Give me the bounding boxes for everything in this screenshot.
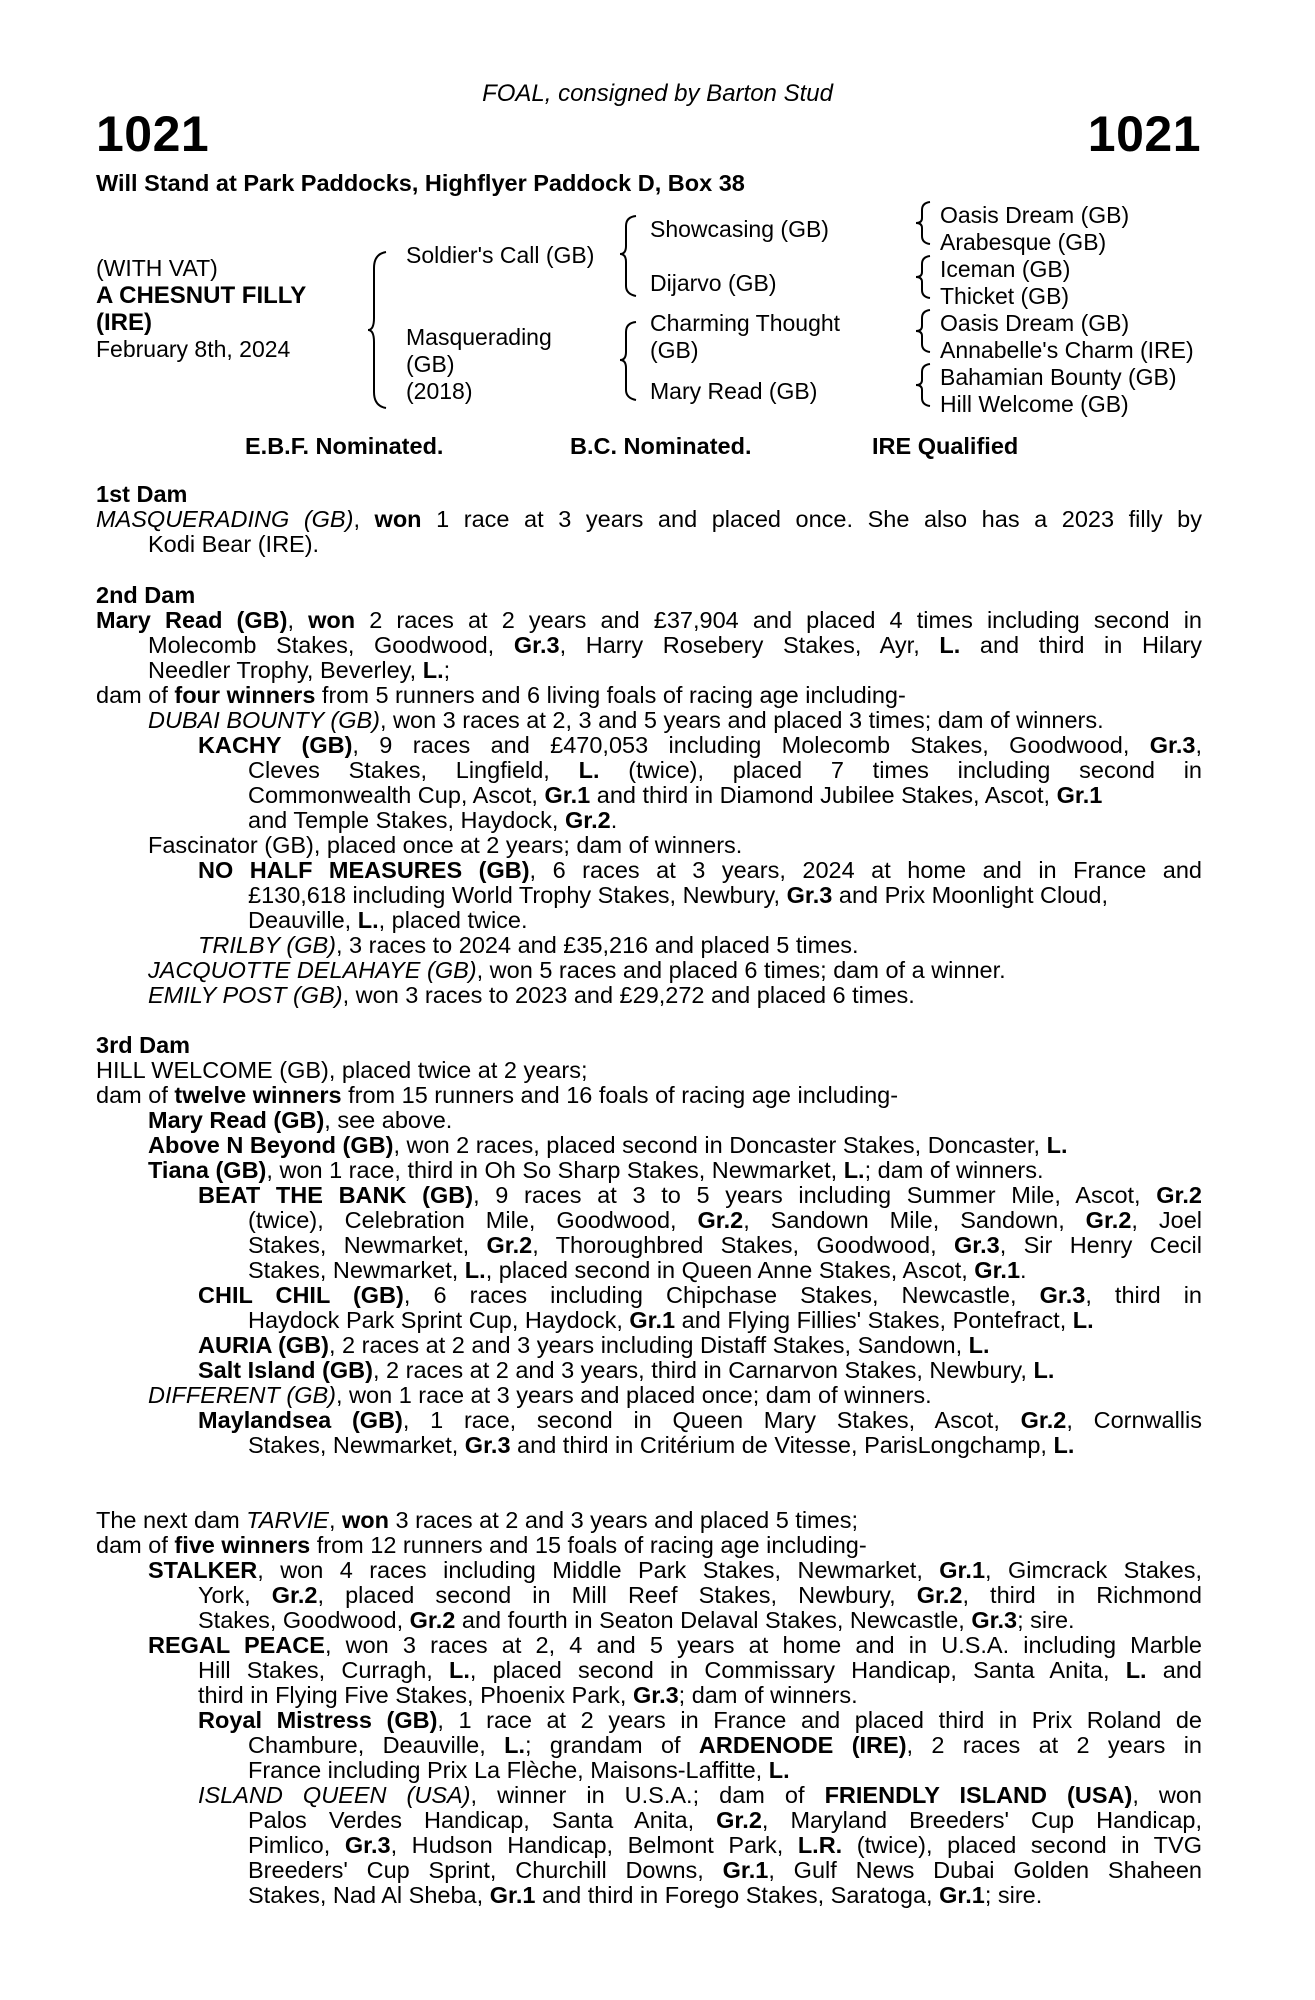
produce-entry: Salt Island (GB), 2 races at 2 and 3 years, third in Carnarvon Stakes, Newbury, L. bbox=[198, 1357, 1055, 1383]
produce-entry: Hill Stakes, Curragh, L., placed second in Commissary Handicap, Santa Anita, L. and bbox=[198, 1657, 1202, 1683]
produce-entry: ISLAND QUEEN (USA), winner in U.S.A.; dam of FRIENDLY ISLAND (USA), won bbox=[198, 1782, 1202, 1808]
produce-entry: Tiana (GB), won 1 race, third in Oh So Sharp Stakes, Newmarket, L.; dam of winners. bbox=[148, 1157, 1044, 1183]
produce-entry: DUBAI BOUNTY (GB), won 3 races at 2, 3 and 5 years and placed 3 times; dam of winners. bbox=[148, 707, 1104, 733]
pedigree-brace-5 bbox=[916, 254, 932, 300]
pedigree-gen4-3: Iceman (GB) bbox=[940, 256, 1071, 282]
produce-entry: Mary Read (GB), see above. bbox=[148, 1107, 453, 1133]
lot-number-left: 1021 bbox=[96, 106, 210, 162]
produce-entry: (twice), Celebration Mile, Goodwood, Gr.2, Sandown Mile, Sandown, Gr.2, Joel bbox=[248, 1207, 1202, 1233]
pedigree-gen3-3: Charming Thought bbox=[650, 310, 841, 336]
second-dam-text: Molecomb Stakes, Goodwood, Gr.3, Harry Rosebery Stakes, Ayr, L. and third in Hilary bbox=[148, 632, 1203, 658]
produce-entry: Fascinator (GB), placed once at 2 years; dam of winners. bbox=[148, 832, 743, 858]
produce-entry: France including Prix La Flèche, Maisons-Laffitte, L. bbox=[248, 1757, 790, 1783]
pedigree-dam-line2: (GB) bbox=[406, 351, 455, 377]
produce-entry: TRILBY (GB), 3 races to 2024 and £35,216 and placed 5 times. bbox=[198, 932, 859, 958]
produce-entry: Pimlico, Gr.3, Hudson Handicap, Belmont Park, L.R. (twice), placed second in TVG bbox=[248, 1832, 1202, 1858]
pedigree-gen3-2: Dijarvo (GB) bbox=[650, 270, 777, 296]
pedigree-brace-4 bbox=[916, 200, 932, 246]
pedigree-dam-line1: Masquerading bbox=[406, 324, 552, 350]
pedigree-gen4-1: Oasis Dream (GB) bbox=[940, 202, 1130, 228]
produce-entry: EMILY POST (GB), won 3 races to 2023 and £29,272 and placed 6 times. bbox=[148, 982, 915, 1008]
produce-entry: Commonwealth Cup, Ascot, Gr.1 and third in Diamond Jubilee Stakes, Ascot, Gr.1 bbox=[248, 782, 1103, 808]
pedigree-gen4-4: Thicket (GB) bbox=[940, 283, 1070, 309]
horse-name-line1: A CHESNUT FILLY bbox=[96, 282, 307, 309]
pedigree-gen4-6: Annabelle's Charm (IRE) bbox=[940, 337, 1194, 363]
pedigree-sire: Soldier's Call (GB) bbox=[406, 242, 595, 268]
second-dam-text: Mary Read (GB), won 2 races at 2 years and £37,904 and placed 4 times including second in bbox=[96, 607, 1202, 633]
produce-entry: REGAL PEACE, won 3 races at 2, 4 and 5 years at home and in U.S.A. including Marble bbox=[148, 1632, 1202, 1658]
produce-entry: Stakes, Goodwood, Gr.2 and fourth in Seaton Delaval Stakes, Newcastle, Gr.3; sire. bbox=[198, 1607, 1075, 1633]
produce-entry: Chambure, Deauville, L.; grandam of ARDENODE (IRE), 2 races at 2 years in bbox=[248, 1732, 1202, 1758]
first-dam-text: Kodi Bear (IRE). bbox=[148, 531, 320, 557]
pedigree-brace-3 bbox=[620, 320, 640, 402]
pedigree-brace-6 bbox=[916, 308, 932, 354]
pedigree-gen3-3b: (GB) bbox=[650, 337, 699, 363]
produce-entry: Breeders' Cup Sprint, Churchill Downs, Gr.1, Gulf News Dubai Golden Shaheen bbox=[248, 1857, 1202, 1883]
pedigree-gen4-2: Arabesque (GB) bbox=[940, 229, 1107, 255]
vat-note: (WITH VAT) bbox=[96, 255, 218, 281]
first-dam-heading: 1st Dam bbox=[96, 481, 188, 507]
stable-location: Will Stand at Park Paddocks, Highflyer Paddock D, Box 38 bbox=[96, 170, 745, 196]
second-dam-produce-summary: dam of four winners from 5 runners and 6 living foals of racing age including- bbox=[96, 682, 906, 708]
date-of-birth: February 8th, 2024 bbox=[96, 336, 291, 362]
produce-entry: third in Flying Five Stakes, Phoenix Park, Gr.3; dam of winners. bbox=[198, 1682, 858, 1708]
produce-entry: Haydock Park Sprint Cup, Haydock, Gr.1 and Flying Fillies' Stakes, Pontefract, L. bbox=[248, 1307, 1094, 1333]
pedigree-gen3-1: Showcasing (GB) bbox=[650, 216, 829, 242]
pedigree-gen4-8: Hill Welcome (GB) bbox=[940, 391, 1129, 417]
produce-entry: Stakes, Newmarket, Gr.3 and third in Critérium de Vitesse, ParisLongchamp, L. bbox=[248, 1432, 1075, 1458]
nomination-bc: B.C. Nominated. bbox=[570, 433, 752, 459]
horse-name-line2: (IRE) bbox=[96, 309, 152, 336]
produce-entry: York, Gr.2, placed second in Mill Reef Stakes, Newbury, Gr.2, third in Richmond bbox=[198, 1582, 1202, 1608]
nomination-ebf: E.B.F. Nominated. bbox=[245, 433, 444, 459]
second-dam-heading: 2nd Dam bbox=[96, 582, 196, 608]
pedigree-gen4-5: Oasis Dream (GB) bbox=[940, 310, 1130, 336]
pedigree-brace-7 bbox=[916, 362, 932, 408]
produce-entry: £130,618 including World Trophy Stakes, Newbury, Gr.3 and Prix Moonlight Cloud, bbox=[248, 882, 1108, 908]
produce-entry: and Temple Stakes, Haydock, Gr.2. bbox=[248, 807, 618, 833]
produce-entry: Cleves Stakes, Lingfield, L. (twice), placed 7 times including second in bbox=[248, 757, 1203, 783]
produce-entry: Stakes, Newmarket, Gr.2, Thoroughbred Stakes, Goodwood, Gr.3, Sir Henry Cecil bbox=[248, 1232, 1202, 1258]
third-dam-produce-summary: dam of twelve winners from 15 runners and 16 foals of racing age including- bbox=[96, 1082, 899, 1108]
produce-entry: AURIA (GB), 2 races at 2 and 3 years including Distaff Stakes, Sandown, L. bbox=[198, 1332, 990, 1358]
produce-entry: Above N Beyond (GB), won 2 races, placed second in Doncaster Stakes, Doncaster, L. bbox=[148, 1132, 1068, 1158]
produce-entry: JACQUOTTE DELAHAYE (GB), won 5 races and placed 6 times; dam of a winner. bbox=[148, 957, 1006, 983]
third-dam-heading: 3rd Dam bbox=[96, 1032, 191, 1058]
produce-entry: Maylandsea (GB), 1 race, second in Queen Mary Stakes, Ascot, Gr.2, Cornwallis bbox=[198, 1407, 1203, 1433]
produce-entry: NO HALF MEASURES (GB), 6 races at 3 years, 2024 at home and in France and bbox=[198, 857, 1202, 883]
consignment-line: FOAL, consigned by Barton Stud bbox=[482, 80, 833, 107]
produce-entry: BEAT THE BANK (GB), 9 races at 3 to 5 years including Summer Mile, Ascot, Gr.2 bbox=[198, 1182, 1202, 1208]
produce-entry: Palos Verdes Handicap, Santa Anita, Gr.2, Maryland Breeders' Cup Handicap, bbox=[248, 1807, 1202, 1833]
pedigree-brace-2 bbox=[620, 214, 640, 298]
third-dam-text: HILL WELCOME (GB), placed twice at 2 years; bbox=[96, 1057, 588, 1083]
nomination-ire: IRE Qualified bbox=[872, 433, 1019, 459]
produce-entry: Stakes, Nad Al Sheba, Gr.1 and third in Forego Stakes, Saratoga, Gr.1; sire. bbox=[248, 1882, 1043, 1908]
next-dam-text: The next dam TARVIE, won 3 races at 2 and 3 years and placed 5 times; bbox=[96, 1507, 858, 1533]
produce-entry: CHIL CHIL (GB), 6 races including Chipchase Stakes, Newcastle, Gr.3, third in bbox=[198, 1282, 1203, 1308]
next-dam-produce-summary: dam of five winners from 12 runners and 15 foals of racing age including- bbox=[96, 1532, 867, 1558]
produce-entry: KACHY (GB), 9 races and £470,053 including Molecomb Stakes, Goodwood, Gr.3, bbox=[198, 732, 1202, 758]
produce-entry: Stakes, Newmarket, L., placed second in Queen Anne Stakes, Ascot, Gr.1. bbox=[248, 1257, 1027, 1283]
produce-entry: Deauville, L., placed twice. bbox=[248, 907, 528, 933]
pedigree-brace-1 bbox=[368, 250, 392, 410]
pedigree-dam-line3: (2018) bbox=[406, 378, 473, 404]
second-dam-text: Needler Trophy, Beverley, L.; bbox=[148, 657, 451, 683]
lot-number-right: 1021 bbox=[1087, 106, 1201, 162]
first-dam-text: MASQUERADING (GB), won 1 race at 3 years and placed once. She also has a 2023 filly by bbox=[96, 506, 1202, 532]
pedigree-gen4-7: Bahamian Bounty (GB) bbox=[940, 364, 1177, 390]
produce-entry: Royal Mistress (GB), 1 race at 2 years in France and placed third in Prix Roland de bbox=[198, 1707, 1203, 1733]
produce-entry: STALKER, won 4 races including Middle Park Stakes, Newmarket, Gr.1, Gimcrack Stakes, bbox=[148, 1557, 1202, 1583]
pedigree-gen3-4: Mary Read (GB) bbox=[650, 378, 818, 404]
produce-entry: DIFFERENT (GB), won 1 race at 3 years and placed once; dam of winners. bbox=[148, 1382, 932, 1408]
